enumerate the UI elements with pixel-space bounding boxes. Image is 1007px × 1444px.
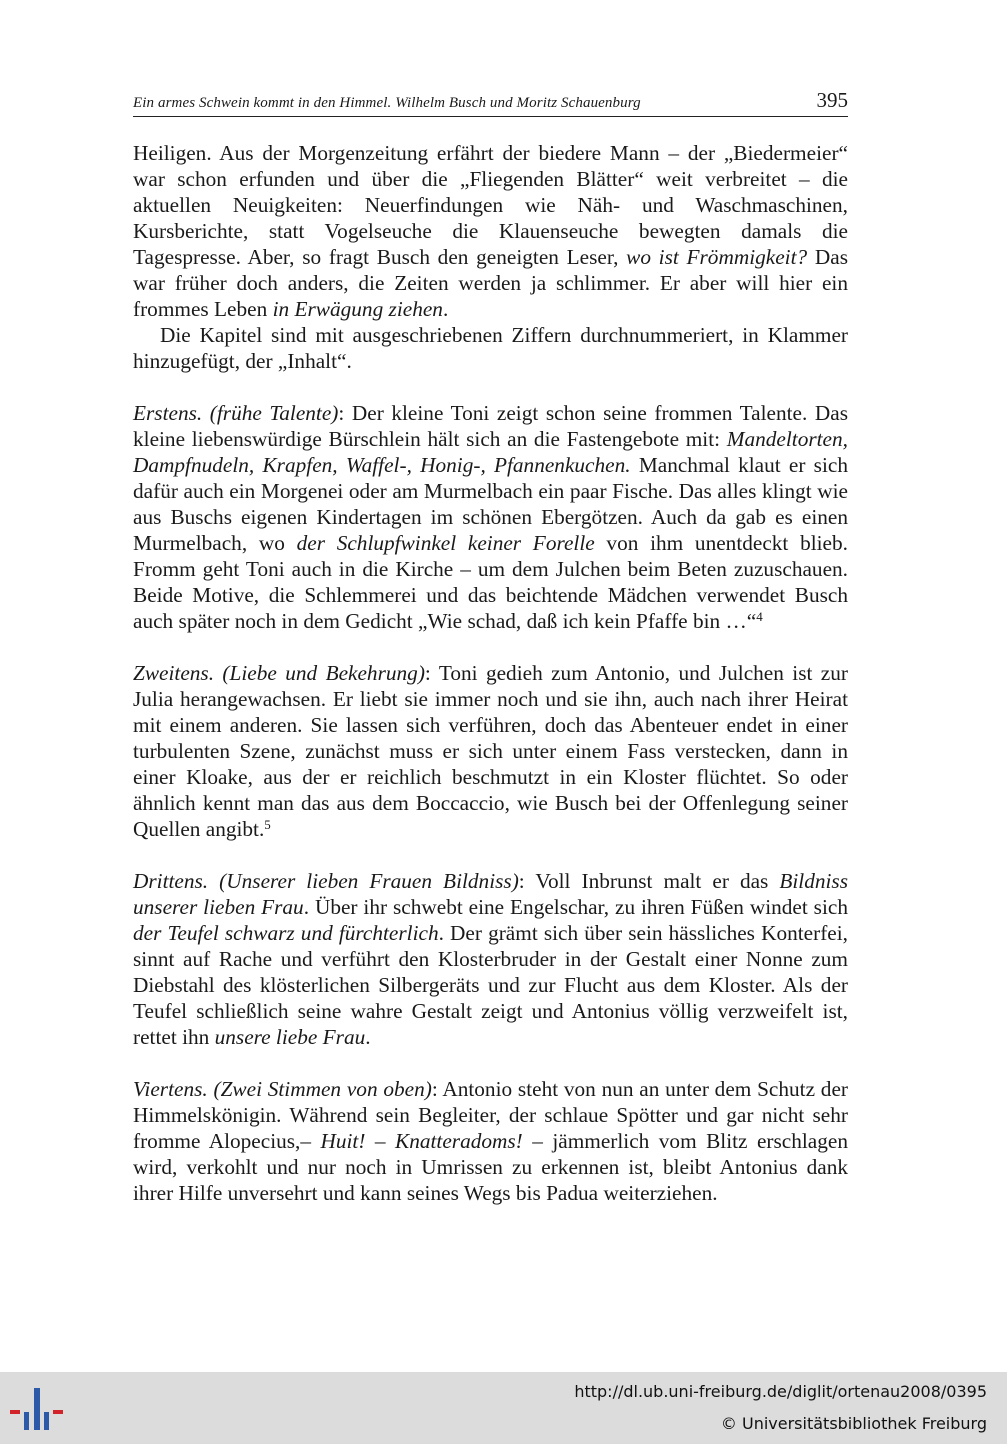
italic-run: in Erwägung ziehen bbox=[272, 297, 443, 321]
logo-bar bbox=[44, 1412, 49, 1430]
text-run: : Toni gedieh zum Antonio, und Julchen ist zur Julia herangewachsen. Er liebt sie immer noch und sie ihn, auch nach ihrer Heirat mit einem anderen. Sie lassen sich verführen, doch das Abenteuer endet in einer turbulenten Szene, zunächst muss er sich unter einem Fass verstecken, dann in einer Kloake, aus der er reichlich beschmutzt in ein Kloster flüchtet. So oder ähnlich kennt man das aus dem Boccaccio, wie Busch bei der Offenlegung seiner Quellen angibt. bbox=[133, 661, 848, 841]
italic-run: unsere liebe Frau bbox=[214, 1025, 366, 1049]
text-run: von ihm unentdeckt blieb. Fromm geht Toni auch in die Kirche – um dem Julchen beim Beten zuzuschauen. Beide Motive, die Schlemmerei und das beichtende Mädchen verwendet Busch auch später noch in dem Gedicht „Wie schad, daß ich kein Pfaffe bin …“ bbox=[133, 531, 848, 633]
text-run: : Voll Inbrunst malt er das bbox=[518, 869, 780, 893]
text-run: – jämmerlich vom Blitz erschlagen wird, verkohlt und nur noch in Umrissen zu erkennen ist, bleibt Antonius dank ihrer Hilfe unversehrt und kann seines Wegs bis Padua weiterziehen. bbox=[133, 1129, 848, 1205]
page-number: 395 bbox=[816, 88, 848, 112]
text-run: . bbox=[442, 297, 449, 321]
italic-run: Bildniss unserer lieben Frau bbox=[133, 869, 848, 919]
italic-run: der Schlupfwinkel keiner Forelle bbox=[296, 531, 595, 555]
logo-bar bbox=[34, 1388, 40, 1430]
text-run: . Über ihr schwebt eine Engelschar, zu ihren Füßen windet sich bbox=[303, 895, 848, 919]
section-heading: Viertens. (Zwei Stimmen von oben) bbox=[133, 1077, 432, 1101]
text-run: . bbox=[365, 1025, 371, 1049]
section-heading: Zweitens. (Liebe und Bekehrung) bbox=[133, 661, 425, 685]
copyright-notice: © Universitätsbibliothek Freiburg bbox=[720, 1414, 987, 1433]
text-run: Manchmal klaut er sich dafür auch ein Morgenei oder am Murmelbach ein paar Fische. Das alles klingt wie aus Buschs eigenen Kindertagen im schönen Ebergötzen. Auch da gab es einen Murmelbach, wo bbox=[133, 453, 848, 555]
section-heading: Erstens. (frühe Talente) bbox=[133, 401, 339, 425]
italic-run: Huit! – Knatteradoms! bbox=[320, 1129, 523, 1153]
italic-run: wo ist Frömmigkeit? bbox=[626, 245, 808, 269]
section-erstens bbox=[133, 400, 848, 634]
paragraph-1 bbox=[133, 140, 848, 322]
logo-bar bbox=[10, 1410, 20, 1414]
section-viertens bbox=[133, 1076, 848, 1206]
permalink-url[interactable]: http://dl.ub.uni-freiburg.de/diglit/ortenau2008/0395 bbox=[574, 1382, 987, 1401]
paragraph-2: Die Kapitel sind mit ausgeschriebenen Ziffern durchnummeriert, in Klammer hinzugefügt, der „Inhalt“. bbox=[133, 323, 848, 373]
text-run: : Antonio steht von nun an unter dem Schutz der Himmelskönigin. Während sein Begleiter, der schlaue Spötter und gar nicht sehr fromme Alopecius,– bbox=[133, 1077, 849, 1153]
running-header bbox=[133, 88, 848, 117]
running-title: Ein armes Schwein kommt in den Himmel. Wilhelm Busch und Moritz Schauenburg bbox=[133, 95, 641, 111]
section-drittens bbox=[133, 868, 848, 1050]
section-heading: Drittens. (Unserer lieben Frauen Bildniss) bbox=[133, 869, 519, 893]
italic-run: Mandeltorten, Dampfnudeln, Krapfen, Waffel-, Honig-, Pfannenkuchen. bbox=[133, 427, 848, 477]
text-run: Heiligen. Aus der Morgenzeitung erfährt der biedere Mann – der „Biedermeier“ war schon erfunden und über die „Fliegenden Blätter“ weit verbreitet – die aktuellen Neuigkeiten: Neuerfindungen wie Näh- und Waschmaschinen, Kursberichte, statt Vogelseuche die Klauenseuche bewegten damals die Tagespresse. Aber, so fragt Busch den geneigten Leser, bbox=[133, 141, 848, 269]
text-run: . Der grämt sich über sein hässliches Konterfei, sinnt auf Rache und verführt den Klosterbruder in der Gestalt einer Nonne zum Diebstahl des klösterlichen Silbergeräts und zur Flucht aus dem Kloster. Als der Teufel schließlich seine wahre Gestalt zeigt und Antonius völlig verzweifelt ist, rettet ihn bbox=[133, 921, 848, 1049]
text-run: : Der kleine Toni zeigt schon seine frommen Talente. Das kleine liebenswürdige Bürschlein hält sich an die Fastengebote mit: bbox=[133, 401, 848, 451]
section-zweitens bbox=[133, 660, 848, 842]
footnote-ref[interactable]: 5 bbox=[264, 817, 271, 832]
footer-bar bbox=[0, 1372, 1007, 1444]
logo-bar bbox=[24, 1412, 29, 1430]
footnote-ref[interactable]: 4 bbox=[756, 609, 763, 624]
logo-bar bbox=[53, 1410, 63, 1414]
italic-run: der Teufel schwarz und fürchterlich bbox=[133, 921, 439, 945]
text-run: Das war früher doch anders, die Zeiten werden ja schlimmer. Er aber will hier ein frommes Leben bbox=[133, 245, 848, 321]
body-text bbox=[133, 140, 848, 1206]
library-logo-icon bbox=[10, 1382, 66, 1434]
